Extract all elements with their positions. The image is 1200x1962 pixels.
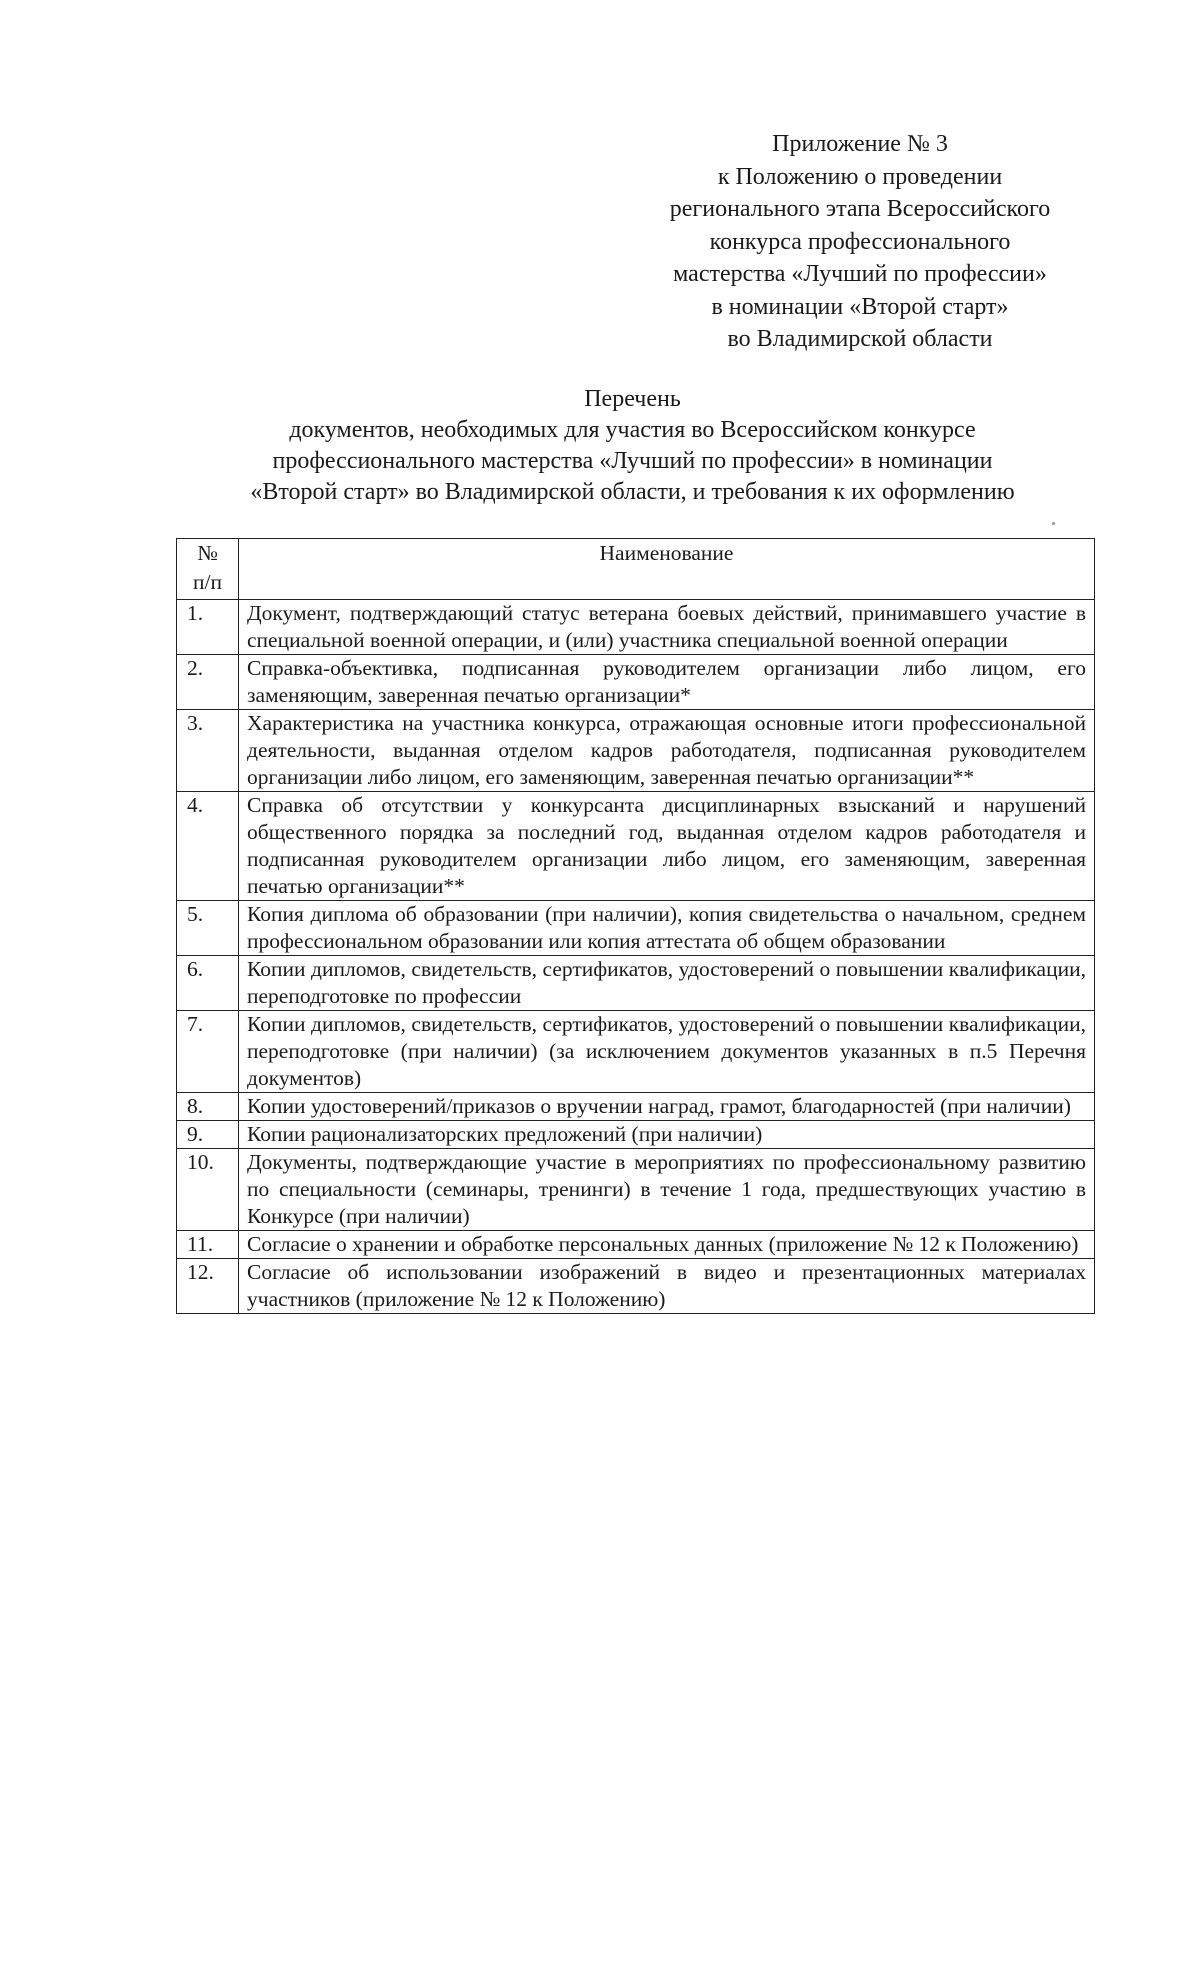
row-number: 6. <box>177 956 239 1011</box>
title-line: профессионального мастерства «Лучший по профессии» в номинации <box>272 448 993 474</box>
table-row <box>177 1121 1095 1149</box>
scan-speck <box>1052 522 1055 525</box>
table-row <box>177 1231 1095 1259</box>
row-document-name: Копии дипломов, свидетельств, сертификатов, удостоверений о повышении квалификации, переподготовке по профессии <box>239 956 1095 1011</box>
document-title <box>170 384 1095 508</box>
row-number: 12. <box>177 1259 239 1314</box>
row-number: 11. <box>177 1231 239 1259</box>
table-row <box>177 956 1095 1011</box>
header-number-symbol: № <box>197 541 218 565</box>
table-row <box>177 710 1095 792</box>
row-document-name: Копии дипломов, свидетельств, сертификатов, удостоверений о повышении квалификации, переподготовке (при наличии) (за исключением документов указанных в п.5 Перечня документов) <box>239 1011 1095 1093</box>
table-row <box>177 1011 1095 1093</box>
annex-line: Приложение № 3 <box>772 131 948 157</box>
table-body <box>177 600 1095 1314</box>
row-document-name: Копии рационализаторских предложений (при наличии) <box>239 1121 1095 1149</box>
row-number: 5. <box>177 901 239 956</box>
annex-line: в номинации «Второй старт» <box>711 293 1009 320</box>
row-number: 10. <box>177 1149 239 1231</box>
row-document-name: Справка об отсутствии у конкурсанта дисциплинарных взысканий и нарушений общественного порядка за последний год, выданная отделом кадров работодателя и подписанная руководителем организации либо лицом, его заменяющим, заверенная печатью организации** <box>239 792 1095 901</box>
row-document-name: Согласие о хранении и обработке персональных данных (приложение № 12 к Положению) <box>239 1231 1095 1259</box>
annex-line: регионального этапа Всероссийского <box>669 196 1051 222</box>
row-document-name: Документы, подтверждающие участие в мероприятиях по профессиональному развитию по специальности (семинары, тренинги) в течение 1 года, предшествующих участию в Конкурсе (при наличии) <box>239 1149 1095 1231</box>
row-number: 9. <box>177 1121 239 1149</box>
row-document-name: Копии удостоверений/приказов о вручении наград, грамот, благодарностей (при наличии) <box>239 1093 1095 1121</box>
annex-line: конкурса профессионального <box>709 228 1011 255</box>
annex-line: во Владимирской области <box>727 326 993 352</box>
header-name: Наименование <box>239 539 1095 600</box>
table-row <box>177 1093 1095 1121</box>
table-row <box>177 655 1095 710</box>
table-row <box>177 1259 1095 1314</box>
header-number-abbr: п/п <box>193 570 222 594</box>
table-row <box>177 1149 1095 1231</box>
documents-table <box>176 538 1095 1314</box>
title-line: Перечень <box>584 386 681 412</box>
row-document-name: Справка-объективка, подписанная руководителем организации либо лицом, его заменяющим, заверенная печатью организации* <box>239 655 1095 710</box>
row-number: 2. <box>177 655 239 710</box>
row-document-name: Характеристика на участника конкурса, отражающая основные итоги профессиональной деятельности, выданная отделом кадров работодателя, подписанная руководителем организации либо лицом, его заменяющим, заверенная печатью организации** <box>239 710 1095 792</box>
row-document-name: Документ, подтверждающий статус ветерана боевых действий, принимавшего участие в специальной военной операции, и (или) участника специальной военной операции <box>239 600 1095 655</box>
table-row <box>177 600 1095 655</box>
table-row <box>177 901 1095 956</box>
row-number: 4. <box>177 792 239 901</box>
annex-line: к Положению о проведении <box>717 163 1003 190</box>
row-document-name: Копия диплома об образовании (при наличии), копия свидетельства о начальном, среднем профессиональном образовании или копия аттестата об общем образовании <box>239 901 1095 956</box>
row-number: 8. <box>177 1093 239 1121</box>
annex-header <box>650 128 1070 356</box>
row-number: 7. <box>177 1011 239 1093</box>
row-number: 3. <box>177 710 239 792</box>
row-number: 1. <box>177 600 239 655</box>
row-document-name: Согласие об использовании изображений в видео и презентационных материалах участников (приложение № 12 к Положению) <box>239 1259 1095 1314</box>
title-line: документов, необходимых для участия во Всероссийском конкурсе <box>289 417 976 443</box>
title-line: «Второй старт» во Владимирской области, и требования к их оформлению <box>250 479 1015 505</box>
annex-line: мастерства «Лучший по профессии» <box>673 261 1047 287</box>
table-header-row <box>177 539 1095 600</box>
table-row <box>177 792 1095 901</box>
header-number <box>177 539 239 600</box>
